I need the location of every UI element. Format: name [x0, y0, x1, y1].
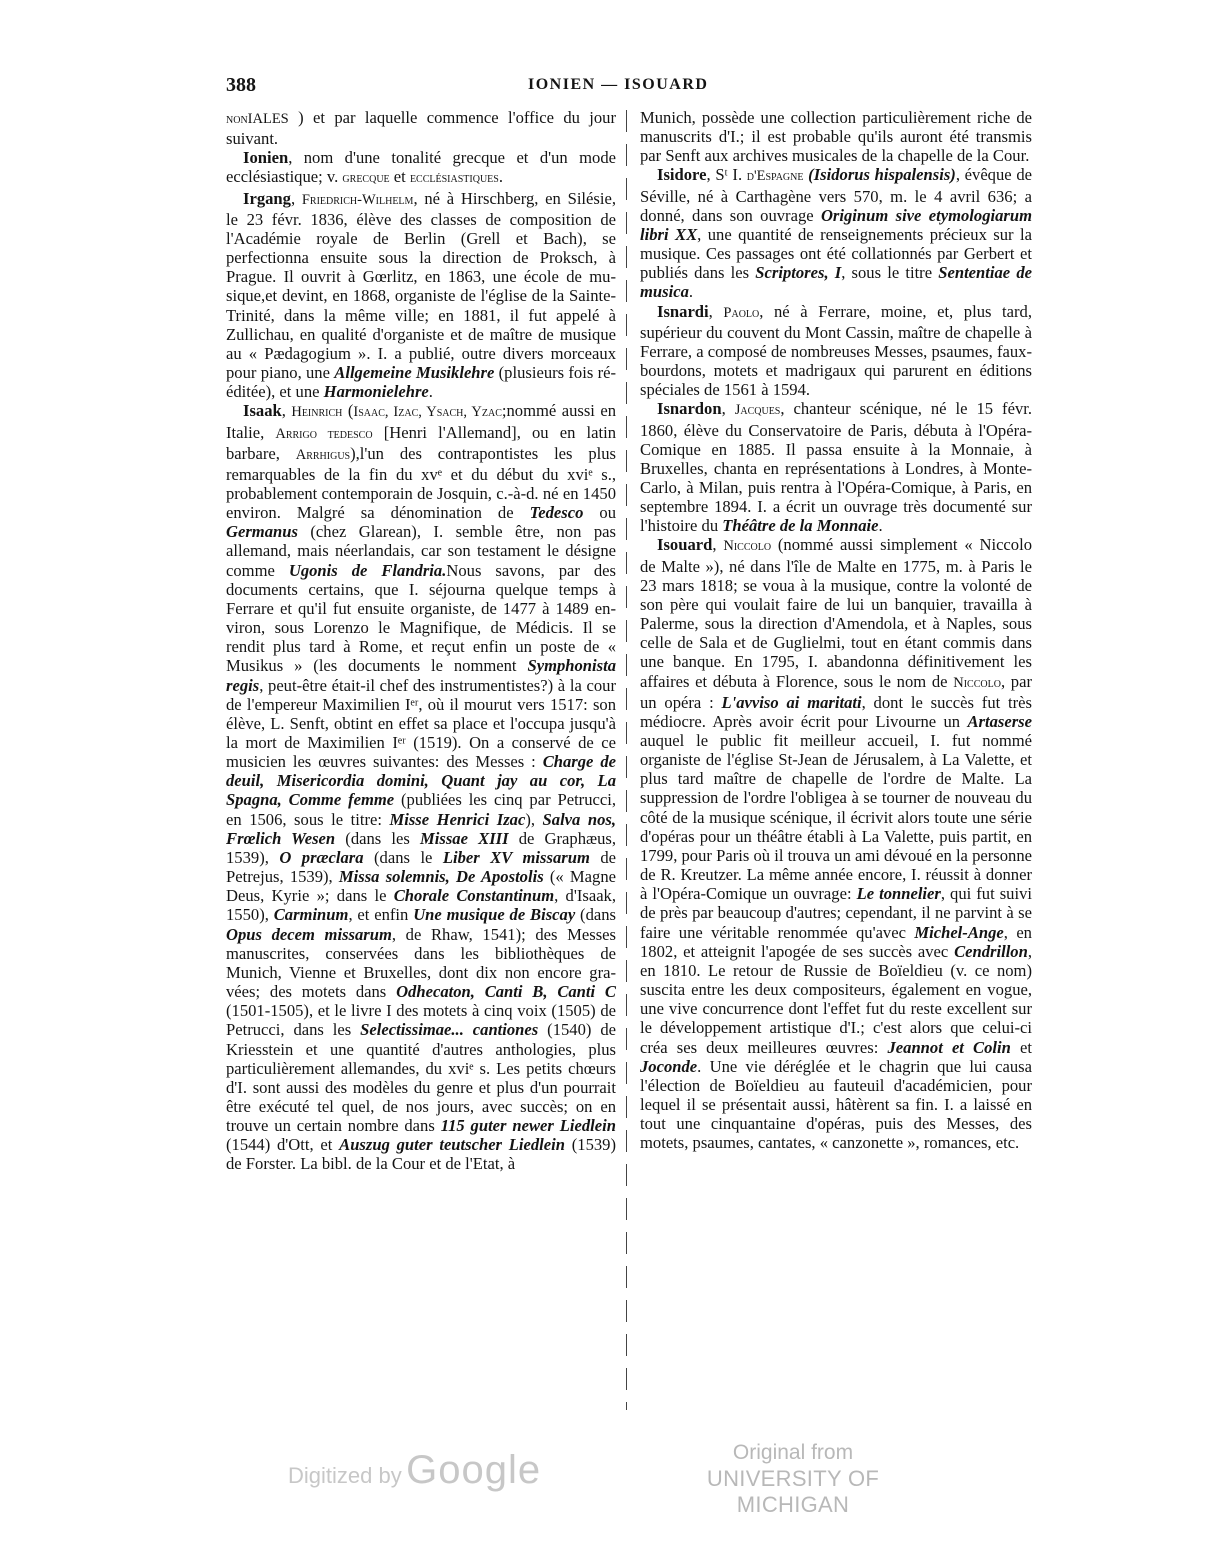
entry-headword: Isidore — [657, 165, 707, 185]
institution-label: UNIVERSITY OF MICHIGAN — [706, 1466, 880, 1517]
italic-title: Charge de deuil, Misericordia domini, Quant jay au cor, La Spagna, Comme femme — [226, 752, 617, 810]
italic-title: Opus decem missarum — [226, 924, 392, 944]
entry-text: , né à Hirschberg, en Silésie, le 23 févr. 1836, élève des classes de composition de l'Académie royale de Berlin (Grell et Bach), se perfectionna ensuite sous la direction de Proksch, à Prague. Il ouvrit à Gœrlitz, en 1863, une école de musique,et devint, en 1868, organiste de l'église de la Sainte-Trinité, dans la même ville; en 1881, il fut appelé à Zullichau, en qualité d'organiste et de maître de musique au « Pædagogium ». I. a publié, outre divers morceaux pour piano, une — [226, 188, 616, 383]
small-caps-text: d'Espagne — [746, 168, 804, 185]
entry-text: , en 1810. Le retour de Russie de Boïeldieu (v. ce nom) suscita entre les deux compositeurs, également en vogue, une vive concurrence dont l'effet fut du reste excellent sur le développement artistique d'I.; c'est alors que celui-ci créa ses deux meilleures œuvres: — [640, 941, 1032, 1057]
entry-text: Nous savons, par des documents certains, que I. séjourna quelque temps à Ferrare et qu'il fut ensuite organiste, de 1477 à 1489 environ, sous Lorenzo le Magnifique, de Médicis. Il se rendit plus tard à Rome, et reçut enfin un poste de « Musikus » (les documents le nomment — [226, 560, 616, 676]
dictionary-entry — [226, 189, 616, 402]
entry-text: ;nommé aussi en Italie, — [226, 401, 616, 442]
entry-headword: Isnardi — [657, 301, 709, 321]
small-caps-text: Friedrich-Wilhelm — [301, 191, 414, 208]
entry-text: , dont le succès fut très médiocre. Après avoir écrit pour Livourne un — [640, 692, 1032, 731]
entry-text: ( — [342, 401, 354, 421]
entry-text: de Petrejus, 1539), — [226, 847, 616, 887]
small-caps-text: Jacques — [734, 402, 781, 419]
entry-text: (dans les — [335, 828, 421, 848]
entry-text: ),l'un des contrapontistes les plus remarquables de la fin du xvᵉ et du début du xviᵉ s., probablement contemporain de Josquin, c.-à-d. né en 1450 environ. Malgré sa dénomination de — [226, 443, 616, 523]
entry-text: , — [712, 535, 724, 555]
digitized-by-label: Digitized by — [288, 1463, 402, 1488]
italic-title: Le tonnelier — [856, 884, 941, 904]
entry-text: , peut-être était-il chef des instrumentistes?) à la cour de l'empereur Maximilien Iᵉʳ, où il mourut vers 1517: son élève, L. Senft, obtint en effet sa place et l'occupa jusqu'à la mort de Maximilien Iᵉʳ (1519). On a conservé de ce musicien les œuvres suivantes: des Messes : — [226, 675, 616, 772]
italic-title: Théâtre de la Monnaie — [722, 516, 879, 536]
column-rule — [626, 110, 627, 1410]
entry-text: , qui fut suivi de près par beaucoup d'autres; cependant, il ne parvint à se faire une véritable renommée qu'avec — [640, 884, 1032, 942]
italic-title: (Isidorus hispalensis) — [808, 165, 956, 185]
italic-title: Missae XIII — [420, 828, 509, 848]
small-caps-text: ecclésiastiques — [409, 170, 499, 187]
italic-title: Cendrillon — [954, 941, 1028, 961]
italic-title: Artaserse — [967, 711, 1032, 731]
small-caps-text: grecque — [342, 170, 390, 187]
entry-text: (1544) d'Ott, et — [226, 1135, 340, 1155]
original-from-mark — [668, 1440, 918, 1518]
dictionary-entry — [226, 108, 616, 148]
small-caps-text: Arrhigus — [295, 446, 351, 463]
entry-text: , Sᵗ I. — [706, 165, 747, 185]
entry-text: (plusieurs fois rééditée), et une — [226, 363, 616, 402]
entry-text: . — [498, 167, 503, 187]
entry-text: , né à Ferrare, moine, et, plus tard, supérieur du couvent du Mont Cassin, maître de chapelle à Ferrare, a composé de nombreuses Messes, psaumes, faux-bourdons, motets et madrigaux qui parurent en éditions spéciales de 1561 à 1594. — [640, 301, 1033, 400]
small-caps-text: nonIALES — [226, 111, 289, 127]
italic-title: Joconde — [640, 1056, 698, 1076]
small-caps-text: Paolo — [723, 304, 760, 321]
small-caps-text: Heinrich — [291, 404, 343, 421]
entry-text: (chez Glarean), I. semble être, non pas allemand, mais néerlandais, car son testament le désigne comme — [226, 522, 616, 580]
entry-headword: Irgang — [243, 188, 291, 208]
page-number: 388 — [226, 74, 256, 96]
italic-title: O præclara — [279, 847, 364, 867]
small-caps-text: Arrigo tedesco — [275, 425, 373, 442]
entry-text: ), — [525, 809, 543, 829]
italic-title: Jeannot et Colin — [887, 1037, 1011, 1057]
left-column — [226, 108, 616, 1174]
italic-title: Missa solemnis, De Apostolis — [338, 867, 544, 887]
entry-headword: Isnardon — [657, 399, 722, 419]
entry-text: , nom d'une tonalité grecque et d'un mode ecclésiastique; v. — [226, 148, 616, 187]
entry-text: , une quantité de renseignements précieux sur la musique. Ces passages ont été collationnés par Gerbert et publiés dans les — [640, 224, 1032, 283]
italic-title: Chorale Constantinum — [393, 886, 555, 906]
google-logo-text: Google — [406, 1448, 542, 1492]
entry-headword: Ionien — [243, 148, 289, 168]
original-from-label: Original from — [732, 1441, 854, 1464]
entry-text: (nommé aussi simplement « Niccolo de Malte »), né dans l'île de Malte en 1775, m. à Paris le 23 mars 1818; se voua à la musique, contre la volonté de son père qui voulait faire de lui un banquier, travailla à Palerme, sous la direction d'Amendola, et à Naples, sous celle de Sala et de Guglielmi, tout en étant commis dans une banque. En 1795, I. abandonna définitivement les affaires et débuta à Florence, sous le nom de — [640, 535, 1033, 691]
italic-title: Odhecaton, Canti B, Canti C — [396, 982, 616, 1002]
entry-text: . — [428, 382, 433, 402]
entry-text: , — [721, 399, 735, 419]
entry-text: . — [878, 516, 883, 536]
entry-text: et — [1010, 1037, 1032, 1057]
entry-text: (dans le — [363, 847, 443, 867]
running-head: IONIEN — ISOUARD — [528, 76, 709, 93]
entry-text: , sous le titre — [841, 263, 939, 283]
italic-title: Selectissimae... cantiones — [360, 1020, 539, 1040]
italic-title: Symphonista regis — [226, 656, 616, 695]
small-caps-text: Niccolo — [723, 538, 772, 555]
italic-title: Germanus — [226, 522, 298, 542]
entry-text: ) et par laquelle commence l'office du jour suivant. — [226, 108, 616, 149]
entry-text: (dans — [575, 905, 617, 925]
entry-text: et — [389, 167, 410, 187]
entry-text: , et enfin — [348, 905, 414, 925]
entry-text: . — [688, 282, 694, 302]
entry-text: , de Rhaw, 1541); des Messes manuscrites, conservées dans les bibliothèques de Munich, Vienne et Bruxelles, dont dix non encore gravées; des motets dans — [226, 924, 617, 1002]
italic-title: Une musique de Biscay — [413, 905, 576, 925]
entry-headword: Isaak — [243, 401, 282, 421]
entry-text: , chanteur scénique, né le 15 févr. 1860, élève du Conservatoire de Paris, débuta à l'Opéra-Comique en 1885. Il passa ensuite à la Monnaie, à Bruxelles, chanta en représentations à Londres, à Monte-Carlo, à Milan, puis rentra à l'Opéra-Comique, à Paris, en septembre 1894. I. a écrit un ouvrage très documenté sur l'histoire du — [640, 399, 1033, 536]
entry-text: , — [290, 188, 302, 208]
scan-watermark — [0, 1438, 1207, 1517]
entry-text: de Graphæus, 1539), — [226, 828, 616, 867]
entry-text: , évêque de Séville, né à Carthagène vers 570, m. le 4 avril 636; a donné, dans son ouvrage — [640, 165, 1032, 225]
entry-text: (« Magne Deus, Kyrie »; dans le — [226, 867, 616, 906]
entry-text: (1540) de Kriesstein et une quantité d'autres anthologies, plus particulièrement allemandes, du xviᵉ s. Les petits chœurs d'I. sont aussi des modèles du genre et plus d'un pourrait être exécuté tel quel, de nos jours, avec succès; on en trouve un certain nombre dans — [226, 1020, 617, 1136]
dictionary-entry — [640, 165, 1032, 301]
entry-text: ou — [583, 503, 616, 523]
entry-text: , — [708, 301, 724, 321]
italic-title: Sententiae de musica — [640, 263, 1032, 302]
italic-title: Harmonielehre — [323, 382, 429, 402]
entry-text: , par un opéra : — [640, 671, 1032, 712]
dictionary-entry — [640, 302, 1032, 400]
italic-title: 115 guter newer Liedlein — [440, 1116, 616, 1136]
italic-title: Originum sive etymologiarum libri XX — [640, 205, 1032, 244]
italic-title: Auszug guter teutscher Liedlein — [339, 1135, 565, 1155]
entry-text: (publiées les cinq par Petrucci, en 1506, sous le titre: — [226, 790, 616, 829]
italic-title: L'avviso ai maritati — [721, 692, 862, 712]
dictionary-entry — [640, 535, 1032, 1152]
entry-text: . Une vie déréglée et le chagrin que lui causa l'élection de Boïeldieu au fauteuil d'académicien, pour lequel il se présentait aussi, hâtèrent sa fin. I. a laissé en tout une cinquantaine d'opéras, puis des Messes, des motets, psaumes, cantates, « canzonette », romances, etc. — [640, 1056, 1032, 1153]
small-caps-text: Niccolo — [953, 674, 1001, 691]
entry-text: (1501-1505), et le livre I des motets à cinq voix (1505) de Petrucci, dans les — [226, 1001, 616, 1040]
italic-title: Michel-Ange — [914, 922, 1004, 942]
italic-title: Scriptores, I — [755, 263, 842, 283]
entry-headword: Isouard — [657, 535, 713, 555]
page-header — [226, 74, 1034, 104]
entry-text: auquel le public fit meilleur accueil, I. fut nommé organiste de l'église St-Jean de Jérusalem, à La Valette, et plus tard maître de chapelle de l'ordre de Malte. La suppression de l'ordre l'obligea à se tourner de nouveau du côté de la musique scénique, il écrivit alors toute une série d'opéras pour un théâtre établi à La Valette, puis partit, en 1799, pour Paris où il trouva un ami dévoué en la personne de R. Kreutzer. La même année encore, I. réussit à donner à l'Opéra-Comique un ouvrage: — [640, 731, 1032, 904]
right-column — [640, 108, 1032, 1152]
italic-title: Ugonis de Flandria. — [288, 560, 447, 580]
italic-title: Tedesco — [529, 503, 584, 523]
entry-text: , en 1802, et atteignit l'apogée de ses succès avec — [640, 922, 1032, 961]
italic-title: Carminum — [273, 905, 349, 925]
dictionary-entry — [226, 401, 616, 1173]
dictionary-entry — [226, 148, 616, 188]
dictionary-entry — [640, 399, 1032, 535]
entry-text: (1539) de Forster. La bibl. de la Cour et de l'Etat, à — [226, 1135, 616, 1174]
small-caps-text: Isaac, Izac, Ysach, Yzac — [353, 404, 502, 421]
entry-text: , d'Isaak, 1550), — [226, 886, 616, 925]
entry-text: Munich, possède une collection particulièrement riche de manuscrits d'I.; il est probable qu'ils auront été transmis par Senft aux archives musicales de la chapelle de la Cour. — [640, 108, 1032, 166]
entry-text: [Henri l'Allemand], ou en latin barbare, — [226, 422, 616, 463]
dictionary-entry — [640, 108, 1032, 165]
google-digitized-mark — [288, 1448, 541, 1493]
italic-title: Liber XV missarum — [442, 847, 590, 867]
entry-text: , — [281, 401, 292, 421]
italic-title: Misse Henrici Izac — [389, 809, 526, 829]
italic-title: Allgemeine Musiklehre — [334, 363, 495, 383]
italic-title: Salva nos, Frœlich Wesen — [226, 809, 617, 848]
